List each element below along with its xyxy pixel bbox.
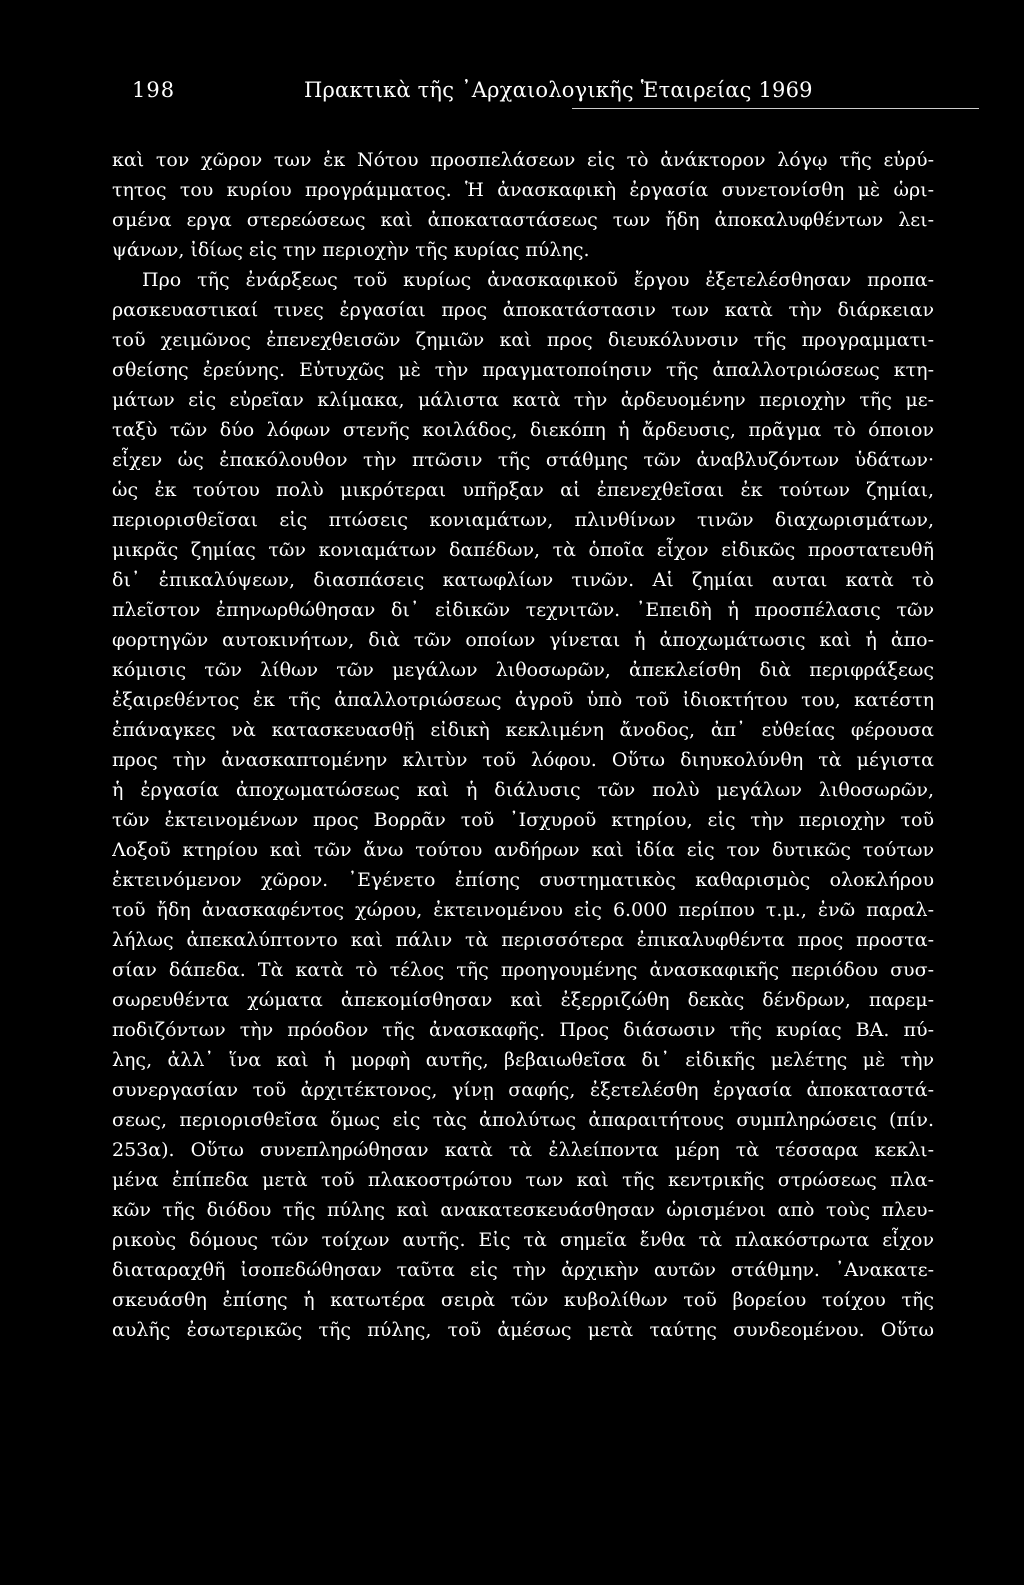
text-line: Λοξοῦ κτηρίου καὶ τῶν ἄνω τούτου ανδήρων καὶ ἰδία εἰς τον δυτικῶς τούτων [112,839,934,861]
running-title: Πρακτικὰ τῆς ᾿Αρχαιολογικῆς Ἑταιρείας 1969 [304,78,813,102]
text-line: ἐξαιρεθέντος ἐκ τῆς ἀπαλλοτριώσεως ἀγροῦ ὑπὸ τοῦ ἰδιοκτήτου του, κατέστη [112,689,934,711]
text-line: ρικοὺς δόμους τῶν τοίχων αυτῆς. Εἰς τὰ σημεῖα ἔνθα τὰ πλακόστρωτα εἶχον [112,1229,934,1251]
text-line: λης, ἀλλ᾿ ἵνα καὶ ἡ μορφὴ αυτῆς, βεβαιωθεῖσα δι᾿ εἰδικῆς μελέτης μὲ τὴν [112,1049,934,1071]
text-line: σίαν δάπεδα. Τὰ κατὰ τὸ τέλος τῆς προηγουμένης ἀνασκαφικῆς περιόδου συσ- [112,959,934,981]
header-rule [572,108,979,109]
text-line: συνεργασίαν τοῦ ἀρχιτέκτονος, γίνῃ σαφής, ἐξετελέσθη ἐργασία ἀποκαταστά- [112,1079,934,1101]
text-line: σμένα εργα στερεώσεως καὶ ἀποκαταστάσεως των ἤδη ἀποκαλυφθέντων λει- [112,209,934,231]
text-line: ὡς ἐκ τούτου πολὺ μικρότεραι υπῆρξαν αἱ ἐπενεχθεῖσαι ἐκ τούτων ζημίαι, [112,479,934,501]
text-line: αυλῆς ἐσωτερικῶς τῆς πύλης, τοῦ ἀμέσως μετὰ ταύτης συνδεομένου. Οὕτω [112,1319,934,1341]
text-line: περιορισθεῖσαι εἰς πτώσεις κονιαμάτων, πλινθίνων τινῶν διαχωρισμάτων, [112,509,934,531]
text-line: δι᾿ ἐπικαλύψεων, διασπάσεις κατωφλίων τινῶν. Αἱ ζημίαι αυται κατὰ τὸ [112,569,934,591]
text-line: Προ τῆς ἐνάρξεως τοῦ κυρίως ἀνασκαφικοῦ ἔργου ἐξετελέσθησαν προπα- [142,269,934,291]
text-line: φορτηγῶν αυτοκινήτων, διὰ τῶν οποίων γίνεται ἡ ἀποχωμάτωσις καὶ ἡ ἀπο- [112,629,934,651]
text-line: διαταραχθῆ ἰσοπεδώθησαν ταῦτα εἰς τὴν ἀρχικὴν αυτῶν στάθμην. ᾿Ανακατε- [112,1259,934,1281]
text-line: μένα ἐπίπεδα μετὰ τοῦ πλακοστρώτου των καὶ τῆς κεντρικῆς στρώσεως πλα- [112,1169,934,1191]
text-line: τητος του κυρίου προγράμματος. Ἡ ἀνασκαφικὴ ἐργασία συνετονίσθη μὲ ὡρι- [112,179,934,201]
text-line: καὶ τον χῶρον των ἐκ Νότου προσπελάσεων εἰς τὸ ἀνάκτορον λόγῳ τῆς εὐρύ- [112,149,934,171]
text-line: ἡ ἐργασία ἀποχωματώσεως καὶ ἡ διάλυσις τῶν πολὺ μεγάλων λιθοσωρῶν, [112,779,934,801]
text-line: εἶχεν ὡς ἐπακόλουθον τὴν πτῶσιν τῆς στάθμης τῶν ἀναβλυζόντων ὑδάτων· [112,449,934,471]
text-line: πλεῖστον ἐπηνωρθώθησαν δι᾿ εἰδικῶν τεχνιτῶν. ᾿Επειδὴ ἡ προσπέλασις τῶν [112,599,934,621]
text-line: ἐπάναγκες νὰ κατασκευασθῇ εἰδικὴ κεκλιμένη ἄνοδος, ἀπ᾿ εὐθείας φέρουσα [112,719,934,741]
text-line: κόμισις τῶν λίθων τῶν μεγάλων λιθοσωρῶν, ἀπεκλείσθη διὰ περιφράξεως [112,659,934,681]
text-line: τοῦ χειμῶνος ἐπενεχθεισῶν ζημιῶν καὶ προς διευκόλυνσιν τῆς προγραμματι- [112,329,934,351]
text-line: προς τὴν ἀνασκαπτομένην κλιτὺν τοῦ λόφου. Οὕτω διηυκολύνθη τὰ μέγιστα [112,749,934,771]
text-line: σθείσης ἐρεύνης. Εὐτυχῶς μὲ τὴν πραγματοποίησιν τῆς ἀπαλλοτριώσεως κτη- [112,359,934,381]
text-line: λήλως ἀπεκαλύπτοντο καὶ πάλιν τὰ περισσότερα ἐπικαλυφθέντα προς προστα- [112,929,934,951]
text-line: μάτων εἰς εὐρεῖαν κλίμακα, μάλιστα κατὰ τὴν ἀρδευομένην περιοχὴν τῆς με- [112,389,934,411]
text-line: κῶν τῆς διόδου τῆς πύλης καὶ ανακατεσκευάσθησαν ὡρισμένοι απὸ τοὺς πλευ- [112,1199,934,1221]
text-line: σωρευθέντα χώματα ἀπεκομίσθησαν καὶ ἐξερριζώθη δεκὰς δένδρων, παρεμ- [112,989,934,1011]
page-header [132,78,979,112]
text-line: ἐκτεινόμενον χῶρον. ᾿Εγένετο ἐπίσης συστηματικὸς καθαρισμὸς ολοκλήρου [112,869,934,891]
text-line: τῶν ἐκτεινομένων προς Βορρᾶν τοῦ ᾿Ισχυροῦ κτηρίου, εἰς τὴν περιοχὴν τοῦ [112,809,934,831]
text-line: σεως, περιορισθεῖσα ὅμως εἰς τὰς ἀπολύτως ἀπαραιτήτους συμπληρώσεις (πίν. [112,1109,934,1131]
text-line: ποδιζόντων τὴν πρόοδον τῆς ἀνασκαφῆς. Προς διάσωσιν τῆς κυρίας ΒΑ. πύ- [112,1019,934,1041]
page-number: 198 [132,78,176,102]
text-line: 253α). Οὕτω συνεπληρώθησαν κατὰ τὰ ἐλλείποντα μέρη τὰ τέσσαρα κεκλι- [112,1139,934,1161]
text-line: μικρᾶς ζημίας τῶν κονιαμάτων δαπέδων, τὰ ὁποῖα εἶχον εἰδικῶς προστατευθῆ [112,539,934,561]
text-line: ψάνων, ἰδίως εἰς την περιοχὴν τῆς κυρίας πύλης. [112,239,590,261]
text-line: ρασκευαστικαί τινες ἐργασίαι προς ἀποκατάστασιν των κατὰ τὴν διάρκειαν [112,299,934,321]
body-text [112,145,934,1345]
text-line: ταξὺ τῶν δύο λόφων στενῆς κοιλάδος, διεκόπη ἡ ἄρδευσις, πρᾶγμα τὸ όποιον [112,419,934,441]
text-line: σκευάσθη ἐπίσης ἡ κατωτέρα σειρὰ τῶν κυβολίθων τοῦ βορείου τοίχου τῆς [112,1289,934,1311]
text-line: τοῦ ἤδη ἀνασκαφέντος χώρου, ἐκτεινομένου εἰς 6.000 περίπου τ.μ., ἐνῶ παραλ- [112,899,934,921]
